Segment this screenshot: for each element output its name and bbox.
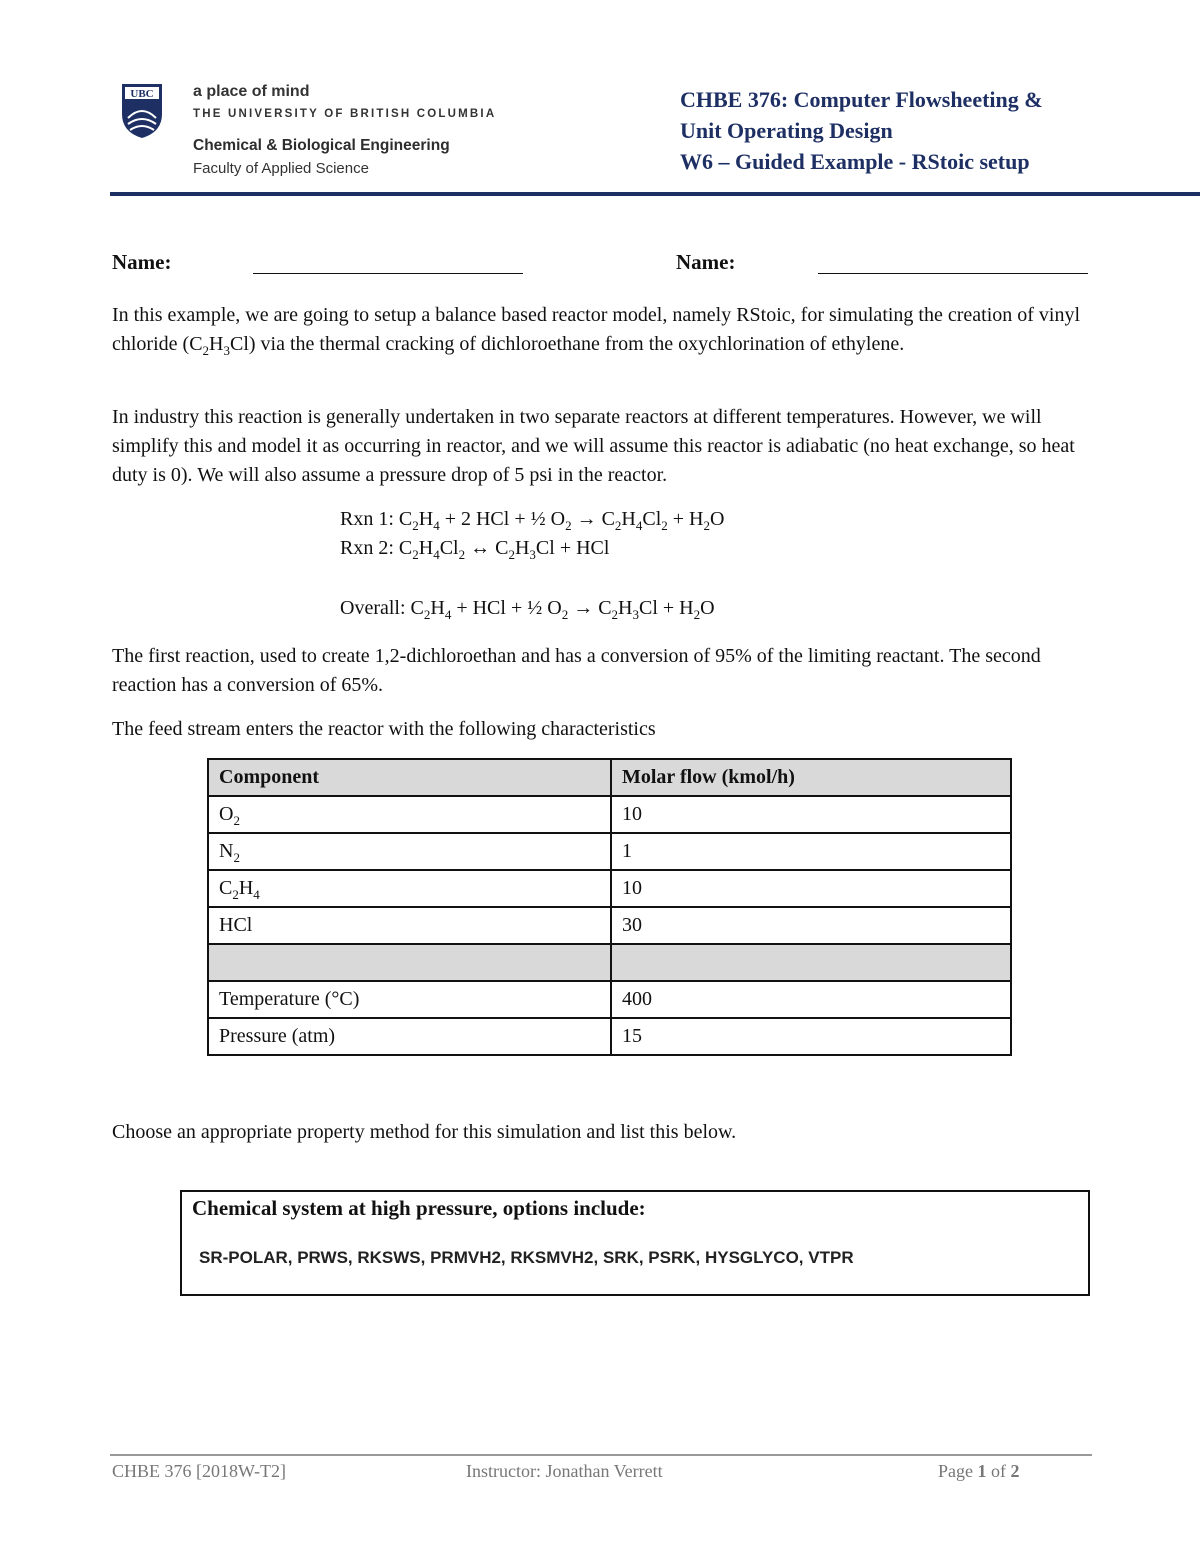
arrow-forward-icon: → <box>573 597 594 619</box>
table-cell-component: HCl <box>208 907 611 944</box>
table-header-row <box>208 759 1011 796</box>
feed-intro-paragraph: The feed stream enters the reactor with the following characteristics <box>112 718 656 740</box>
arrow-forward-icon: → <box>576 508 597 530</box>
name-field-1[interactable] <box>253 273 523 274</box>
intro-paragraph-1: In this example, we are going to setup a balance based reactor model, namely RStoic, for simulating the creation of vinyl chloride $(C_2H_3Cl)$ via the thermal cracking of dichloroethane from the oxychlorination of ethylene. <box>112 304 1081 358</box>
table-cell-value: 400 <box>611 981 1011 1018</box>
table-row <box>208 870 1011 907</box>
course-title-line-3: W6 – Guided Example - RStoic setup <box>680 149 1030 174</box>
logo-department: Chemical & Biological Engineering <box>193 137 450 154</box>
table-cell-value: 30 <box>611 907 1011 944</box>
table-row <box>208 907 1011 944</box>
footer-instructor: Instructor: Jonathan Verrett <box>466 1461 663 1481</box>
logo-tagline: a place of mind <box>193 83 310 100</box>
name-field-2[interactable] <box>818 273 1088 274</box>
table-cell-component: Pressure (atm) <box>208 1018 611 1055</box>
table-cell-component <box>208 944 611 981</box>
logo-university: THE UNIVERSITY OF BRITISH COLUMBIA <box>193 108 497 120</box>
table-cell-component: $O_2$ <box>208 796 611 833</box>
conversion-paragraph: The first reaction, used to create 1,2-dichloroethan and has a conversion of 95% of the limiting reactant. The second reaction has a conversion of 65%. <box>112 645 1041 696</box>
footer-divider <box>110 1454 1092 1456</box>
table-row-separator <box>208 944 1011 981</box>
footer-course: CHBE 376 [2018W-T2] <box>112 1461 286 1481</box>
name-label-2: Name: <box>676 250 736 274</box>
table-cell-value: 10 <box>611 870 1011 907</box>
table-row <box>208 833 1011 870</box>
table-row <box>208 796 1011 833</box>
table-cell-component: Temperature (°C) <box>208 981 611 1018</box>
name-label-1: Name: <box>112 250 172 274</box>
intro-paragraph-2: In industry this reaction is generally undertaken in two separate reactors at different temperatures. However, we will simplify this and model it as occurring in reactor, and we will assume this reactor is adiabatic (no heat exchange, so heat duty is 0). We will also assume a pressure drop of 5 psi in the reactor. <box>112 406 1075 486</box>
feed-table <box>207 758 1012 1056</box>
logo-faculty: Faculty of Applied Science <box>193 160 369 177</box>
table-row <box>208 1018 1011 1055</box>
overall-reaction: Overall: $C_2H_4$ + HCl + ½ $O_2 \to C_2H_3Cl + H_2O$ <box>340 597 715 622</box>
table-cell-component: $C_2H_4$ <box>208 870 611 907</box>
header-divider <box>110 192 1200 196</box>
course-title-block <box>680 84 1043 177</box>
answer-box[interactable] <box>180 1190 1090 1296</box>
table-cell-value <box>611 944 1011 981</box>
arrow-both-icon: ↔ <box>470 537 491 559</box>
answer-body: SR-POLAR, PRWS, RKSWS, PRMVH2, RKSMVH2, SRK, PSRK, HYSGLYCO, VTPR <box>199 1248 854 1267</box>
reaction-2: Rxn 2: $C_2H_4Cl_2$ ↔ $C_2H_3Cl$ + HCl <box>340 537 610 562</box>
table-header-cell: Component <box>208 759 611 796</box>
course-title-line-2: Unit Operating Design <box>680 118 893 143</box>
table-header-cell: Molar flow (kmol/h) <box>611 759 1011 796</box>
footer-page-number: Page 1 of 2 <box>938 1461 1020 1481</box>
ubc-crest-icon <box>120 82 164 140</box>
property-method-prompt: Choose an appropriate property method for this simulation and list this below. <box>112 1121 737 1143</box>
answer-title: Chemical system at high pressure, options include: <box>192 1196 646 1220</box>
table-cell-value: 10 <box>611 796 1011 833</box>
reaction-1: Rxn 1: $C_2H_4 + 2$ HCl + ½ $O_2 \to C_2H_4Cl_2 + H_2O$ <box>340 508 725 533</box>
table-cell-value: 15 <box>611 1018 1011 1055</box>
svg-text:UBC: UBC <box>130 88 154 100</box>
table-cell-component: $N_2$ <box>208 833 611 870</box>
table-row <box>208 981 1011 1018</box>
table-cell-value: 1 <box>611 833 1011 870</box>
course-title-line-1: CHBE 376: Computer Flowsheeting & <box>680 87 1043 112</box>
